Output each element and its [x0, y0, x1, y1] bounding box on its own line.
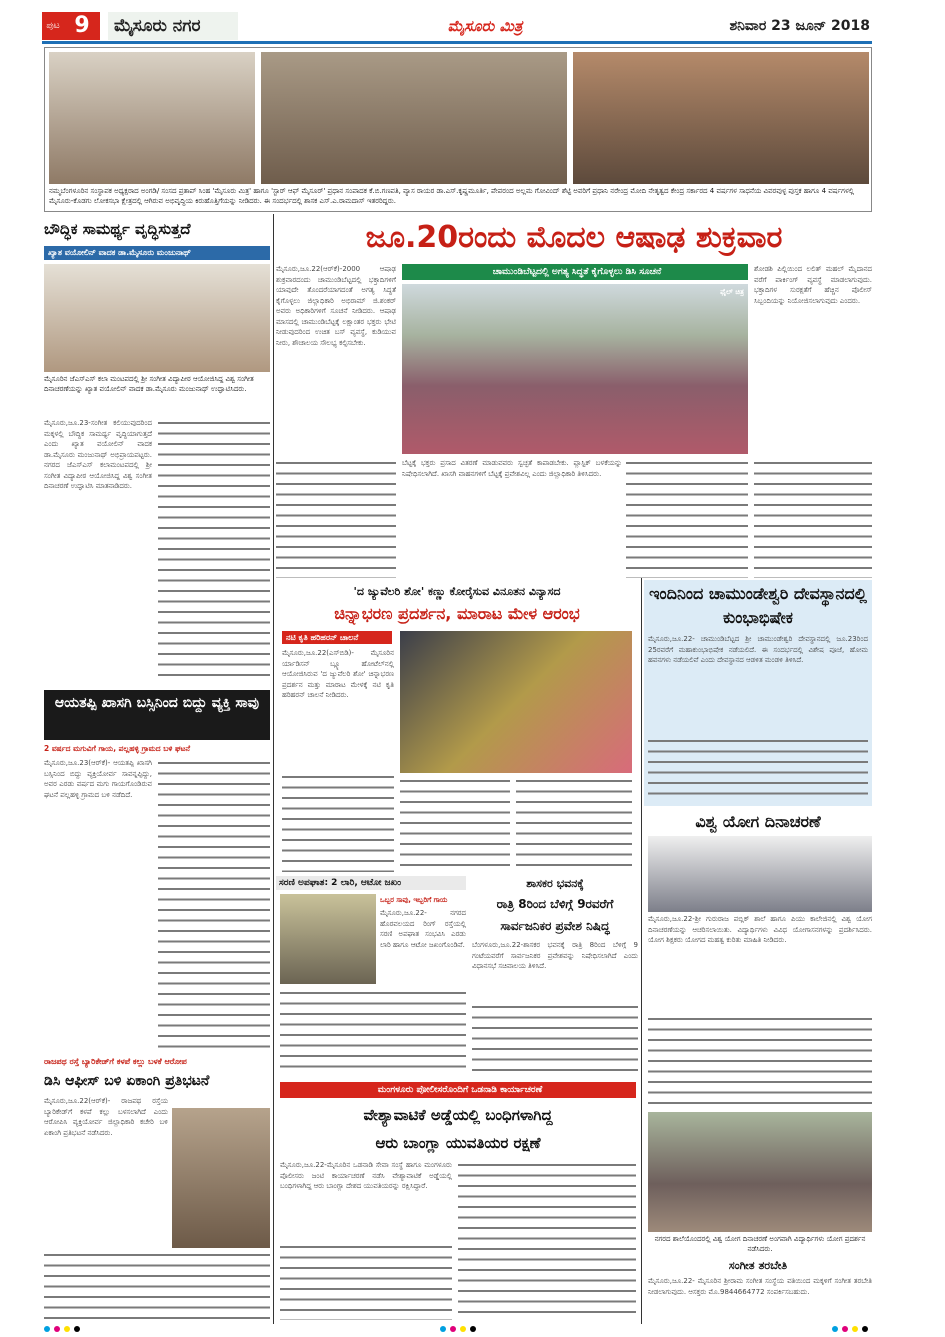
- temple-story-headline: ಇಂದಿನಿಂದ ಚಾಮುಂಡೇಶ್ವರಿ ದೇವಸ್ಥಾನದಲ್ಲಿ ಕುಂಭಾಭಿಷೇಕ: [649, 584, 867, 627]
- police-story-body-cont2: [280, 1242, 452, 1320]
- main-story-body-bottom: ಬೆಟ್ಟಕ್ಕೆ ಭಕ್ತರು ಪ್ರಸಾದ ವಿತರಣೆ ಮಾಡುವವರು ಸ್ವಚ್ಛತೆ ಕಾಪಾಡಬೇಕು. ಪ್ಲಾಸ್ಟಿಕ್ ಬಳಕೆಯನ್ನು ನಿಷೇಧಿಸಲಾಗಿದೆ. ಖಾಸಗಿ ವಾಹನಗಳಿಗೆ ಬೆಟ್ಟಕ್ಕೆ ಪ್ರವೇಶವಿಲ್ಲ ಎಂದು ಜಿಲ್ಲಾಧಿಕಾರಿ ತಿಳಿಸಿದರು.: [402, 459, 622, 478]
- dc-story-body-cont: [44, 1250, 270, 1320]
- yoga-story-photo: [648, 836, 872, 912]
- main-story-body-right-cont: [754, 458, 872, 578]
- dc-story-kicker: ರಾಜಪಥ ರಸ್ತೆ ಬ್ಯಾರಿಕೇಡ್‌ಗೆ ಕಳಪೆ ಕಲ್ಲು ಬಳಕೆ ಆರೋಪ: [44, 1057, 187, 1066]
- fare-story-photo: [280, 894, 376, 984]
- bus-story-strap: 2 ವರ್ಷದ ಮಗುವಿಗೆ ಗಾಯ, ಪಲ್ಲಹಳ್ಳಿ ಗ್ರಾಮದ ಬಳಿ ಘಟನೆ: [44, 744, 190, 753]
- bhavan-story-body: ಬೆಂಗಳೂರು,ಜೂ.22-ಶಾಸಕರ ಭವನಕ್ಕೆ ರಾತ್ರಿ 8ರಿಂದ ಬೆಳಿಗ್ಗೆ 9 ಗಂಟೆಯವರೆಗೆ ಸಾರ್ವಜನಿಕರ ಪ್ರವೇಶವನ್ನು ನಿಷೇಧಿಸಲಾಗಿದೆ ಎಂದು ವಿಧಾನಸಭೆ ಸಚಿವಾಲಯ ತಿಳಿಸಿದೆ.: [472, 941, 638, 970]
- music-story-headline: ಸಂಗೀತ ತರಬೇತಿ: [728, 1259, 788, 1272]
- fare-story-headline: ಸರಣಿ ಅಪಘಾತ: 2 ಲಾರಿ, ಆಟೋ ಜಖಂ: [276, 876, 466, 890]
- bhavan-story-body-cont: [472, 1002, 638, 1076]
- police-story-body-cont: [458, 1160, 636, 1320]
- registration-dot-black-3: [862, 1326, 868, 1332]
- police-story-body: ಮೈಸೂರು,ಜೂ.22-ಮೈಸೂರಿನ ಒಡನಾಡಿ ಸೇವಾ ಸಂಸ್ಥೆ ಹಾಗೂ ಮಂಗಳೂರು ಪೊಲೀಸರು ಜಂಟಿ ಕಾರ್ಯಾಚರಣೆ ನಡೆಸಿ ವೇಶ್ಯಾವಾಟಿಕೆ ಅಡ್ಡೆಯಲ್ಲಿ ಬಂಧಿಗಳಾಗಿದ್ದ ಆರು ಬಾಂಗ್ಲಾ ದೇಶದ ಯುವತಿಯರನ್ನು ರಕ್ಷಿಸಿದ್ದಾರೆ.: [280, 1161, 452, 1190]
- photo-3: [573, 52, 869, 184]
- music-story-body: ಮೈಸೂರು,ಜೂ.22- ಮೈಸೂರಿನ ಶ್ರೀರಾಮ ಸಂಗೀತ ಸಂಸ್ಥೆಯ ವತಿಯಿಂದ ಮಕ್ಕಳಿಗೆ ಸಂಗೀತ ತರಬೇತಿ ನೀಡಲಾಗುವುದು. ಆಸಕ್ತರು ಮೊ.9844664772 ಸಂಪರ್ಕಿಸಬಹುದು.: [648, 1277, 872, 1296]
- bhavan-story-kicker: ಶಾಸಕರ ಭವನಕ್ಕೆ: [526, 877, 584, 890]
- page-date: ಶನಿವಾರ 23 ಜೂನ್ 2018: [729, 18, 870, 34]
- temple-story-box: [644, 580, 872, 806]
- yoga-story-caption: ನಗರದ ಶಾಲೆಯೊಂದರಲ್ಲಿ ವಿಶ್ವ ಯೋಗ ದಿನಾಚರಣೆ ಅಂಗವಾಗಿ ವಿದ್ಯಾರ್ಥಿಗಳು ಯೋಗ ಪ್ರದರ್ಶನ ನಡೆಸಿದರು.: [648, 1234, 872, 1254]
- jewel-story-body-cont3: [516, 776, 632, 872]
- dc-story-photo: [172, 1108, 270, 1248]
- main-story-body-right: ಶೋಡಶಿ ಪಿಲ್ಲಿಯಿಂದ ಲಲಿತ್ ಮಹಲ್ ಮೈದಾನದ ವರೆಗೆ ಪಾರ್ಕಿಂಗ್ ವ್ಯವಸ್ಥೆ ಮಾಡಲಾಗುವುದು. ಭಕ್ತಾದಿಗಳ ಸುರಕ್ಷತೆಗೆ ಹೆಚ್ಚಿನ ಪೊಲೀಸ್ ಸಿಬ್ಬಂದಿಯನ್ನು ನಿಯೋಜಿಸಲಾಗುವುದು ಎಂದರು.: [754, 265, 872, 305]
- jewel-story-body: ಮೈಸೂರು,ಜೂ.22(ಎಸ್‌ಬಿಡಿ)- ಮೈಸೂರಿನ ರ್ಯಾಡಿಸನ್ ಬ್ಲ್ಯೂ ಹೋಟೆಲ್‌ನಲ್ಲಿ ಆಯೋಜಿಸಿರುವ 'ದ ಜ್ಯುವೆಲರಿ ಶೋ' ಚಿನ್ನಾಭರಣ ಪ್ರದರ್ಶನ ಮತ್ತು ಮಾರಾಟ ಮೇಳಕ್ಕೆ ನಟಿ ಕೃತಿ ಹರಿಹರನ್ ಚಾಲನೆ ನೀಡಿದರು.: [282, 649, 394, 699]
- registration-dot-yellow-3: [852, 1326, 858, 1332]
- registration-dot-magenta: [54, 1326, 60, 1332]
- police-story-headline2: ಆರು ಬಾಂಗ್ಲಾ ಯುವತಿಯರ ರಕ್ಷಣೆ: [375, 1134, 541, 1152]
- temple-story-body: ಮೈಸೂರು,ಜೂ.22- ಚಾಮುಂಡಿಬೆಟ್ಟದ ಶ್ರೀ ಚಾಮುಂಡೇಶ್ವರಿ ದೇವಸ್ಥಾನದಲ್ಲಿ ಜೂ.23ರಿಂದ 25ರವರೆಗೆ ಮಹಾಕುಂಭಾಭಿಷೇಕ ನಡೆಯಲಿದೆ. ಈ ಸಂದರ್ಭದಲ್ಲಿ ವಿಶೇಷ ಪೂಜೆ, ಹೋಮ ಹವನಗಳು ನಡೆಯಲಿವೆ ಎಂದು ದೇವಸ್ಥಾನದ ಆಡಳಿತ ಮಂಡಳಿ ತಿಳಿಸಿದೆ.: [648, 635, 868, 664]
- fare-story-inset: ಒಬ್ಬರ ಸಾವು, ಇಬ್ಬರಿಗೆ ಗಾಯ: [380, 896, 448, 904]
- main-story-body-left-cont: [276, 458, 396, 578]
- photo-1: [49, 52, 255, 184]
- temple-story-body-cont: [648, 736, 868, 802]
- main-story-photo: [402, 284, 748, 454]
- police-story-headline1: ವೇಶ್ಯಾವಾಟಿಕೆ ಅಡ್ಡೆಯಲ್ಲಿ ಬಂಧಿಗಳಾಗಿದ್ದ: [363, 1106, 553, 1124]
- registration-dot-magenta-3: [842, 1326, 848, 1332]
- column-rule-2: [641, 578, 642, 1324]
- yoga-story-body: ಮೈಸೂರು,ಜೂ.22-ಶ್ರೀ ಗುರುರಾಜ ಪಬ್ಲಿಕ್ ಶಾಲೆ ಹಾಗೂ ಪಿಯು ಕಾಲೇಜಿನಲ್ಲಿ ವಿಶ್ವ ಯೋಗ ದಿನಾಚರಣೆಯನ್ನು ಆಚರಿಸಲಾಯಿತು. ವಿದ್ಯಾರ್ಥಿಗಳು ವಿವಿಧ ಯೋಗಾಸನಗಳನ್ನು ಪ್ರದರ್ಶಿಸಿದರು. ಯೋಗ ಶಿಕ್ಷಕರು ಯೋಗದ ಮಹತ್ವ ಕುರಿತು ಮಾಹಿತಿ ನೀಡಿದರು.: [648, 915, 872, 944]
- yoga-story-headline: ವಿಶ್ವ ಯೋಗ ದಿನಾಚರಣೆ: [695, 812, 821, 831]
- fare-story-body-cont: [280, 988, 466, 1076]
- dc-story-headline: ಡಿಸಿ ಆಫೀಸ್ ಬಳಿ ಏಕಾಂಗಿ ಪ್ರತಿಭಟನೆ: [44, 1073, 210, 1089]
- bhavan-story-headline2: ಸಾರ್ವಜನಿಕರ ಪ್ರವೇಶ ನಿಷಿದ್ಧ: [500, 919, 610, 933]
- bus-story-headline: ಆಯತಪ್ಪಿ ಖಾಸಗಿ ಬಸ್ಸಿನಿಂದ ಬಿದ್ದು ವ್ಯಕ್ತಿ ಸಾವು: [44, 690, 270, 740]
- bus-story-body: ಮೈಸೂರು,ಜೂ.23(ಆರ್‌ಕೆ)- ಆಯತಪ್ಪಿ ಖಾಸಗಿ ಬಸ್ಸಿನಿಂದ ಬಿದ್ದು ವ್ಯಕ್ತಿಯೋರ್ವ ಸಾವನ್ನಪ್ಪಿದ್ದು, ಅವರ ಎರಡು ವರ್ಷದ ಮಗು ಗಾಯಗೊಂಡಿರುವ ಘಟನೆ ಪಲ್ಲಹಳ್ಳಿ ಗ್ರಾಮದ ಬಳಿ ನಡೆದಿದೆ.: [44, 759, 152, 799]
- masthead: ಮೈಸೂರು ಮಿತ್ರ: [447, 17, 523, 35]
- header-rule: [42, 41, 872, 44]
- yoga-group-photo: [648, 1112, 872, 1232]
- main-story-body-bottom-cont: [626, 458, 748, 578]
- registration-dot-black: [74, 1326, 80, 1332]
- jewel-story-kicker: 'ದ ಜ್ಯುವೆಲರಿ ಶೋ' ಕಣ್ಣು ಕೋರೈಸುವ ವಿನೂತನ ವಿನ್ಯಾಸದ: [353, 585, 561, 598]
- jewel-story-headline: ಚಿನ್ನಾಭರಣ ಪ್ರದರ್ಶನ, ಮಾರಾಟ ಮೇಳ ಆರಂಭ: [334, 604, 580, 623]
- top-photo-caption: ನಮ್ಮಬೆಂಗಳೂರಿನ ಸಂಸ್ಥಾಪಕ ಅಧ್ಯಕ್ಷರಾದ ಅಂಗಡಿ/ ಸಂಸದ ಪ್ರತಾಪ್ ಸಿಂಹ 'ಮೈಸೂರು ಮಿತ್ರ' ಹಾಗೂ 'ಸ್ಟಾರ್ ಆಫ್ ಮೈಸೂರ್' ಪ್ರಧಾನ ಸಂಪಾದಕ ಕೆ.ಬಿ.ಗಣಪತಿ, ವ್ಯಾಸ ರಾಯರ ಡಾ.ಎಸ್.ಕೃಷ್ಣಮೂರ್ತಿ, ಪೇಪರಂದ ಅಲ್ಲಮ ಗೋವಿಂದ್ ಶೆಟ್ಟಿ ಅವರಿಗೆ ಪ್ರಧಾನಿ ನರೇಂದ್ರ ಮೋದಿ ನೇತೃತ್ವದ ಕೇಂದ್ರ ಸರ್ಕಾರದ 4 ವರ್ಷಗಳ ಸಾಧನೆಯ ವಿವರವುಳ್ಳ ಪುಸ್ತಕ ಹಾಗೂ 4 ವರ್ಷಗಳಲ್ಲಿ ಮೈಸೂರು-ಕೊಡಗು ಲೋಕಸಭಾ ಕ್ಷೇತ್ರದಲ್ಲಿ ಆಗಿರುವ ಅಭಿವೃದ್ಧಿಯ ಕಿರುಹೊತ್ತಿಗೆಯನ್ನು ನೀಡಿದರು. ಈ ಸಂದರ್ಭದಲ್ಲಿ ಶಾಸಕ ಎಸ್.ಎ.ರಾಮದಾಸ್ ಇತರರಿದ್ದರು.: [49, 186, 869, 210]
- dc-story-body: ಮೈಸೂರು,ಜೂ.22(ಆರ್‌ಕೆ)- ರಾಜಪಥ ರಸ್ತೆಯ ಬ್ಯಾರಿಕೇಡ್‌ಗೆ ಕಳಪೆ ಕಲ್ಲು ಬಳಸಲಾಗಿದೆ ಎಂದು ಆರೋಪಿಸಿ ವ್ಯಕ್ತಿಯೋರ್ವ ಜಿಲ್ಲಾಧಿಕಾರಿ ಕಚೇರಿ ಬಳಿ ಏಕಾಂಗಿ ಪ್ರತಿಭಟನೆ ನಡೆಸಿದರು.: [44, 1097, 168, 1137]
- police-story-kicker: ಮಂಗಳೂರು ಪೋಲೀಸರೊಂದಿಗೆ ಒಡನಾಡಿ ಕಾರ್ಯಾಚರಣೆ: [280, 1082, 636, 1098]
- page-number: 9: [64, 12, 100, 40]
- top-photo-strip: [44, 47, 872, 212]
- main-story-body-left: ಮೈಸೂರು,ಜೂ.22(ಆರ್‌ಕೆ)-2000 ಆಷಾಢ ಶುಕ್ರವಾರದಂದು ಚಾಮುಂಡಿಬೆಟ್ಟದಲ್ಲಿ ಭಕ್ತಾದಿಗಳಿಗೆ ಯಾವುದೇ ತೊಂದರೆಯಾಗದಂತೆ ಅಗತ್ಯ ಸಿದ್ಧತೆ ಕೈಗೊಳ್ಳಲು ಜಿಲ್ಲಾಧಿಕಾರಿ ಅಭಿರಾಮ್ ಜಿ.ಶಂಕರ್ ಅವರು ಅಧಿಕಾರಿಗಳಿಗೆ ಸೂಚನೆ ನೀಡಿದರು. ಆಷಾಢ ಮಾಸದಲ್ಲಿ ಚಾಮುಂಡಿಬೆಟ್ಟಕ್ಕೆ ಲಕ್ಷಾಂತರ ಭಕ್ತರು ಭೇಟಿ ನೀಡುವುದರಿಂದ ಉಚಿತ ಬಸ್ ವ್ಯವಸ್ಥೆ, ಕುಡಿಯುವ ನೀರು, ಶೌಚಾಲಯ ಸೌಲಭ್ಯ ಕಲ್ಪಿಸಬೇಕು.: [276, 265, 396, 347]
- registration-dot-cyan-2: [440, 1326, 446, 1332]
- left-story-caption: ಮೈಸೂರಿನ ಜೆಎಸ್‌ಎಸ್ ಕಲಾ ಮಂಟಪದಲ್ಲಿ ಶ್ರೀ ಸಂಗೀತ ವಿದ್ಯಾಪೀಠ ಆಯೋಜಿಸಿದ್ದ ವಿಶ್ವ ಸಂಗೀತ ದಿನಾಚರಣೆಯನ್ನು ಖ್ಯಾತ ವಯೋಲಿನ್ ವಾದಕ ಡಾ.ಮೈಸೂರು ಮಂಜುನಾಥ್ ಉದ್ಘಾಟಿಸಿದರು.: [44, 374, 270, 416]
- left-story-photo: [44, 264, 270, 372]
- bus-story-body-cont: [158, 758, 270, 1048]
- jewel-story-body-cont2: [400, 776, 510, 872]
- yoga-story-body-cont: [648, 1014, 872, 1110]
- left-story-body: ಮೈಸೂರು,ಜೂ.23-ಸಂಗೀತ ಕಲಿಯುವುದರಿಂದ ಮಕ್ಕಳಲ್ಲಿ ಬೌದ್ಧಿಕ ಸಾಮರ್ಥ್ಯ ವೃದ್ಧಿಯಾಗುತ್ತದೆ ಎಂದು ಖ್ಯಾತ ವಯೋಲಿನ್ ವಾದಕ ಡಾ.ಮೈಸೂರು ಮಂಜುನಾಥ್ ಅಭಿಪ್ರಾಯಪಟ್ಟರು. ನಗರದ ಜೆಎಸ್‌ಎಸ್ ಕಲಾಮಂಟಪದಲ್ಲಿ ಶ್ರೀ ಸಂಗೀತ ವಿದ್ಯಾಪೀಠ ಆಯೋಜಿಸಿದ್ದ ವಿಶ್ವ ಸಂಗೀತ ದಿನಾಚರಣೆ ಉದ್ಘಾಟಿಸಿ ಮಾತನಾಡಿದರು.: [44, 419, 152, 490]
- registration-dot-black-2: [470, 1326, 476, 1332]
- bhavan-story-headline1: ರಾತ್ರಿ 8ರಿಂದ ಬೆಳಿಗ್ಗೆ 9ರವರೆಗೆ: [496, 897, 614, 911]
- left-story-body-cont: [158, 418, 270, 678]
- left-story-headline: ಬೌದ್ಧಿಕ ಸಾಮರ್ಥ್ಯ ವೃದ್ಧಿಸುತ್ತದೆ: [44, 220, 191, 238]
- registration-dot-yellow-2: [460, 1326, 466, 1332]
- registration-dot-cyan: [44, 1326, 50, 1332]
- registration-dot-magenta-2: [450, 1326, 456, 1332]
- left-story-strap: ಖ್ಯಾತ ವಯೋಲಿನ್ ವಾದಕ ಡಾ.ಮೈಸೂರು ಮಂಜುನಾಥ್: [44, 246, 270, 260]
- jewel-story-body-cont: [282, 772, 394, 872]
- jewel-story-photo: [400, 631, 632, 773]
- fare-story-body: ಮೈಸೂರು,ಜೂ.22- ನಗರದ ಹೊರವಲಯದ ರಿಂಗ್ ರಸ್ತೆಯಲ್ಲಿ ಸರಣಿ ಅಪಘಾತ ಸಂಭವಿಸಿ ಎರಡು ಲಾರಿ ಹಾಗೂ ಆಟೋ ಜಖಂಗೊಂಡಿವೆ.: [380, 909, 466, 949]
- registration-dot-yellow: [64, 1326, 70, 1332]
- column-rule-1: [273, 214, 274, 1324]
- photo-2: [261, 52, 567, 184]
- main-story-strap: ಚಾಮುಂಡಿಬೆಟ್ಟದಲ್ಲಿ ಅಗತ್ಯ ಸಿದ್ಧತೆ ಕೈಗೊಳ್ಳಲು ಡಿಸಿ ಸೂಚನೆ: [402, 264, 748, 280]
- page-label: ಪುಟ: [42, 12, 64, 40]
- photo-credit: ಫೈಲ್ ಚಿತ್ರ: [720, 288, 744, 296]
- jewel-story-strap: ನಟಿ ಕೃತಿ ಹರಿಹರನ್ ಚಾಲನೆ: [282, 631, 392, 644]
- section-title: ಮೈಸೂರು ನಗರ: [108, 12, 238, 40]
- main-headline: ಜೂ.20ರಂದು ಮೊದಲ ಆಷಾಢ ಶುಕ್ರವಾರ: [365, 220, 783, 255]
- registration-dot-cyan-3: [832, 1326, 838, 1332]
